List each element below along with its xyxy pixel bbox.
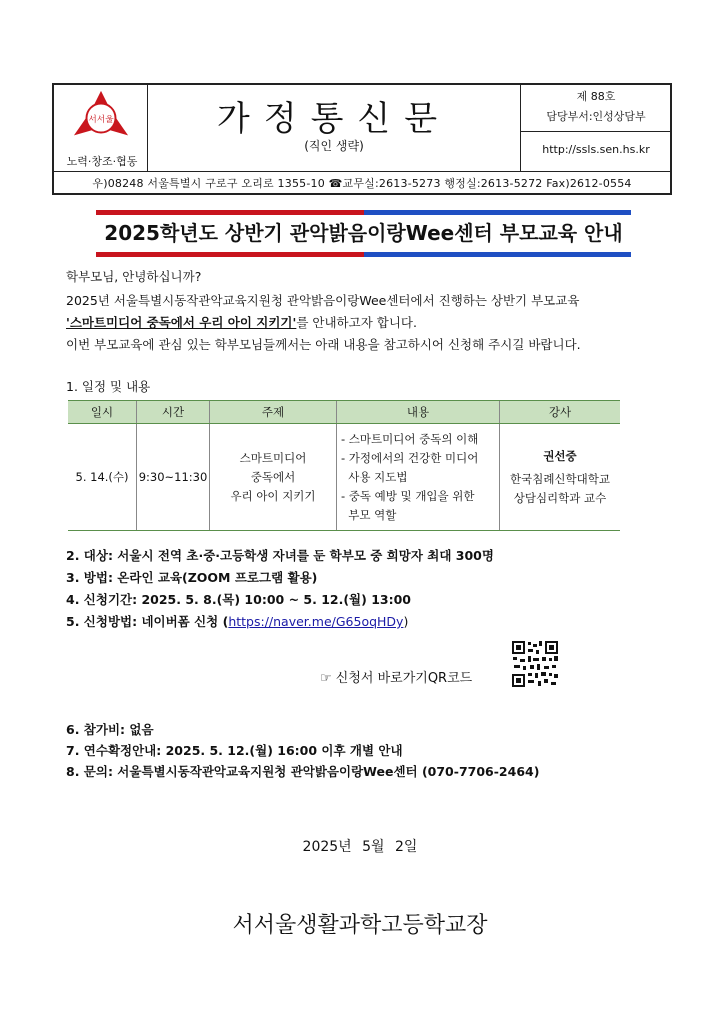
qr-label: ☞ 신청서 바로가기QR코드 <box>320 671 473 686</box>
school-url[interactable]: http://ssls.sen.hs.kr <box>542 143 650 156</box>
item-contact: 8. 문의: 서울특별시동작관악교육지원청 관악밝음이랑Wee센터 (070-7706-2464) <box>66 764 540 779</box>
intro-line-3: '스마트미디어 중독에서 우리 아이 지키기'를 안내하고자 합니다. <box>66 315 417 330</box>
issue-number: 제 88호 <box>576 90 616 103</box>
table-header-row <box>68 401 620 424</box>
cell-topic: 스마트미디어 중독에서 우리 아이 지키기 <box>210 424 337 531</box>
cell-instructor: 권선중 한국침례신학대학교 상담심리학과 교수 <box>500 424 621 531</box>
program-title: '스마트미디어 중독에서 우리 아이 지키기' <box>66 315 297 330</box>
principal-signature: 서서울생활과학고등학교장 <box>232 913 488 938</box>
school-address: 우)08248 서울특별시 구로구 오리로 1355-10 ☎교무실:2613-5273 행정실:2613-5272 Fax)2612-0554 <box>92 177 632 190</box>
greeting: 학부모님, 안녕하십니까? <box>66 269 202 284</box>
cell-content: - 스마트미디어 중독의 이해 - 가정에서의 건강한 미디어 사용 지도법 - 중독 예방 및 개입을 위한 부모 역할 <box>337 424 500 531</box>
table-row <box>68 424 620 531</box>
logo-text: 서서울 <box>88 114 114 125</box>
school-motto: 노력·창조·협동 <box>66 155 138 168</box>
issue-date: 2025년 5월 2일 <box>302 839 418 855</box>
col-instructor: 강사 <box>500 401 621 424</box>
col-time: 시간 <box>137 401 210 424</box>
item-confirm: 7. 연수확정안내: 2025. 5. 12.(월) 16:00 이후 개별 안내 <box>66 743 403 758</box>
intro-line-2: 2025년 서울특별시동작관악교육지원청 관악밝음이랑Wee센터에서 진행하는 상반기 부모교육 <box>66 293 580 308</box>
cell-time: 9:30~11:30 <box>137 424 210 531</box>
section-1-heading: 1. 일정 및 내용 <box>66 379 151 394</box>
item-apply: 5. 신청방법: 네이버폼 신청 (https://naver.me/G65oqHDy) <box>66 614 409 629</box>
qr-code-icon[interactable] <box>511 640 559 688</box>
item-method: 3. 방법: 온라인 교육(ZOOM 프로그램 활용) <box>66 570 318 585</box>
schedule-table <box>68 400 620 531</box>
department: 담당부서:인성상담부 <box>546 110 646 123</box>
col-topic: 주제 <box>210 401 337 424</box>
cell-date: 5. 14.(수) <box>68 424 137 531</box>
item-fee: 6. 참가비: 없음 <box>66 722 154 737</box>
col-date: 일시 <box>68 401 137 424</box>
col-content: 내용 <box>337 401 500 424</box>
intro-line-4: 이번 부모교육에 관심 있는 학부모님들께서는 아래 내용을 참고하시어 신청해 주시길 바랍니다. <box>66 337 581 352</box>
title-bar-bottom <box>96 252 631 257</box>
newsletter-title: 가정통신문 <box>216 99 452 139</box>
apply-link[interactable]: https://naver.me/G65oqHDy <box>228 614 404 629</box>
instructor-name: 권선중 <box>543 448 577 463</box>
school-logo-icon <box>72 89 130 147</box>
title-bar-top <box>96 210 631 215</box>
header-box <box>52 83 672 195</box>
seal-note: (직인 생략) <box>304 139 364 153</box>
item-target: 2. 대상: 서울시 전역 초·중·고등학생 자녀를 둔 학부모 중 희망자 최대 300명 <box>66 548 494 563</box>
document-title: 2025학년도 상반기 관악밝음이랑Wee센터 부모교육 안내 <box>104 221 623 245</box>
item-period: 4. 신청기간: 2025. 5. 8.(목) 10:00 ~ 5. 12.(월) 13:00 <box>66 592 411 607</box>
